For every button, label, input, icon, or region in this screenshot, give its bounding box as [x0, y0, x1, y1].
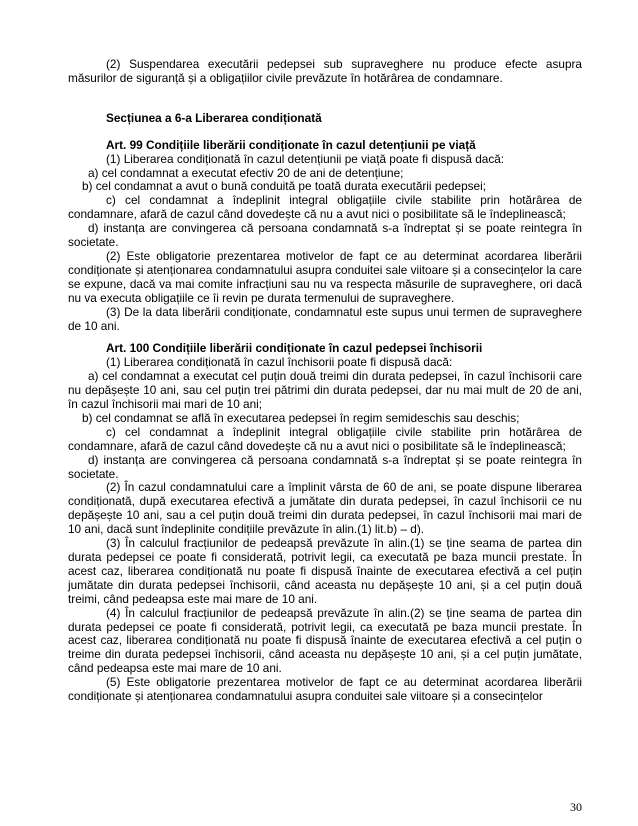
page-number: 30	[570, 800, 582, 814]
article-100-item-a: a) cel condamnat a executat cel puțin două treimi din durata pedepsei, în cazul închisorii care nu depășește 10 ani, sau cel puțin trei pătrimi din durata pedepsei, dar nu mai mult de 20 de ani, în cazul închisorii mai mari de 10 ani;	[68, 369, 582, 412]
article-100-para-1: (1) Liberarea condiționată în cazul închisorii poate fi dispusă dacă:	[106, 355, 453, 370]
article-99-title: Art. 99 Condițiile liberării condiționate în cazul detențiunii pe viață	[106, 137, 476, 152]
article-99-para-1: (1) Liberarea condiționată în cazul detențiunii pe viață poate fi dispusă dacă:	[106, 151, 505, 166]
article-100-para-2: (2) În cazul condamnatului care a împlinit vârsta de 60 de ani, se poate dispune liberarea condiționată, după executarea efectivă a jumătate din durata pedepsei, în cazul închisorii ce nu depășește 10 ani, sau a cel puțin două treimi din durata pedepsei, în cazul închisorii mai mari de 10 ani, dacă sunt îndeplinite condițiile prevăzute în alin.(1) lit.b) – d).	[68, 480, 582, 537]
article-100-title: Art. 100 Condițiile liberării condiționate în cazul pedepsei închisorii	[106, 341, 483, 356]
article-99-para-3: (3) De la data liberării condiționate, condamnatul este supus unui termen de supraveghere de 10 ani.	[68, 304, 582, 333]
article-99-item-b: b) cel condamnat a avut o bună conduită pe toată durata executării pedepsei;	[82, 179, 486, 194]
article-100-para-3: (3) În calculul fracțiunilor de pedeapsă prevăzute în alin.(1) se ține seama de partea din durata pedepsei ce poate fi considerată, potrivit legii, ca executată pe baza muncii prestate. În acest caz, liberarea condiționată nu poate fi dispusă înainte de executarea efectivă a cel puțin jumătate din durata pedepsei închisorii, când aceasta nu depășește 10 ani, și a cel puțin două treimi, când pedeapsa este mai mare de 10 ani.	[68, 536, 582, 606]
article-100-item-b: b) cel condamnat se află în executarea pedepsei în regim semideschis sau deschis;	[82, 410, 520, 425]
section-title: Secțiunea a 6-a Liberarea condiționată	[106, 110, 322, 125]
article-100-item-d: d) instanța are convingerea că persoana condamnată s-a îndreptat și se poate reintegra în societate.	[68, 452, 582, 481]
article-100-para-5: (5) Este obligatorie prezentarea motivelor de fapt ce au determinat acordarea liberării condiționate și atenționarea condamnatului asupra conduitei sale viitoare și a consecințelor	[68, 675, 582, 704]
article-99-item-d: d) instanța are convingerea că persoana condamnată s-a îndreptat și se poate reintegra în societate.	[68, 221, 582, 250]
article-100-item-c: c) cel condamnat a îndeplinit integral obligațiile civile stabilite prin hotărârea de condamnare, afară de cazul când dovedește că nu a avut nici o posibilitate să le îndeplinească;	[68, 424, 582, 453]
article-99-item-a: a) cel condamnat a executat efectiv 20 de ani de detențiune;	[88, 165, 404, 180]
article-99-para-2: (2) Este obligatorie prezentarea motivelor de fapt ce au determinat acordarea liberării condiționate și atenționarea condamnatului asupra conduitei sale viitoare și a consecințelor la care se expune, dacă va mai comite infracțiuni sau nu va respecta măsurile de supraveghere, ori dacă nu va executa obligațiile ce îi revin pe durata termenului de supraveghere.	[68, 248, 582, 305]
document-page	[68, 58, 582, 704]
paragraph-suspension-effects: (2) Suspendarea executării pedepsei sub supraveghere nu produce efecte asupra măsurilor de siguranță și a obligațiilor civile prevăzute în hotărârea de condamnare.	[68, 57, 582, 85]
article-100-para-4: (4) În calculul fracțiunilor de pedeapsă prevăzute în alin.(2) se ține seama de partea din durata pedepsei ce poate fi considerată, potrivit legii, ca executată pe baza muncii prestate. În acest caz, liberarea condiționată nu poate fi dispusă înainte de executarea efectivă a cel puțin o treime din durata pedepsei închisorii, când aceasta nu depășește 10 ani, și a cel puțin jumătate, când pedeapsa este mai mare de 10 ani.	[68, 605, 582, 676]
article-99-item-c: c) cel condamnat a îndeplinit integral obligațiile civile stabilite prin hotărârea de condamnare, afară de cazul când dovedește că nu a avut nici o posibilitate să le îndeplinească;	[68, 193, 582, 222]
